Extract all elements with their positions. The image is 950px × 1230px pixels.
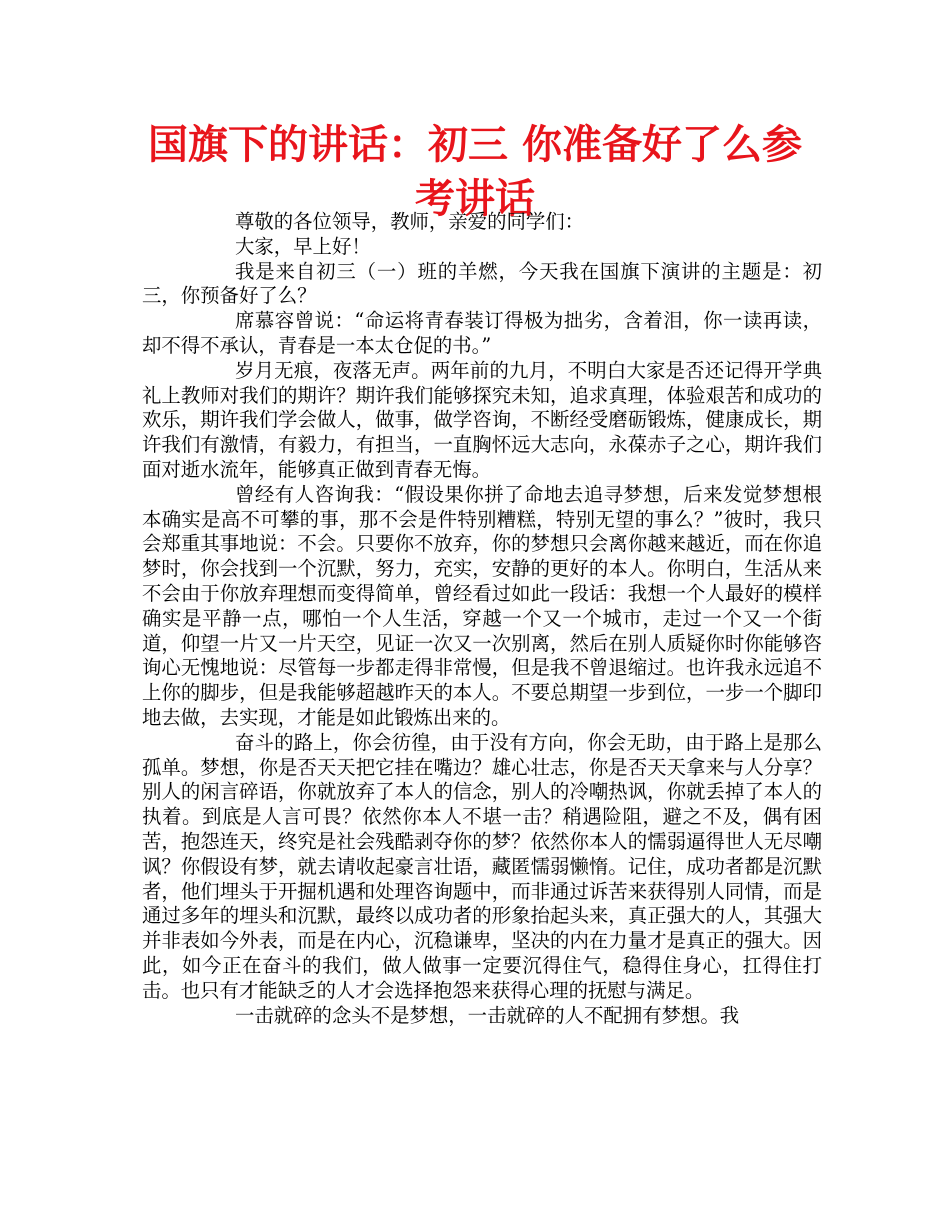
paragraph-closing: 一击就碎的念头不是梦想，一击就碎的人不配拥有梦想。我	[235, 1003, 740, 1027]
paragraph-intro: 我是来自初三（一）班的羊燃，今天我在国旗下演讲的主题是：初三，你预备好了么？	[142, 259, 822, 308]
document-body	[142, 210, 822, 1028]
document-title: 国旗下的讲话：初三 你准备好了么参考讲话	[148, 122, 802, 222]
paragraph-quote: 席慕容曾说：“命运将青春装订得极为拙劣，含着泪，你一读再读，却不得不承认，青春是一本太仓促的书。”	[142, 309, 822, 357]
paragraph-dream-question: 曾经有人咨询我：“假设果你拼了命地去追寻梦想，后来发觉梦想根本确实是高不可攀的事，那不会是件特别糟糕，特别无望的事么？”彼时，我只会郑重其事地说：不会。只要你不放弃，你的梦想只会离你越来越近，而在你追梦时，你会找到一个沉默，努力，充实，安静的更好的本人。你明白，生活从来不会由于你放弃理想而变得简单，曾经看过如此一段话：我想一个人最好的模样确实是平静一点，哪怕一个人生活，穿越一个又一个城市，走过一个又一个街道，仰望一片又一片天空，见证一次又一次别离，然后在别人质疑你时你能够咨询心无愧地说：尽管每一步都走得非常慢，但是我不曾退缩过。也许我永远追不上你的脚步，但是我能够超越昨天的本人。不要总期望一步到位，一步一个脚印地去做，去实现，才能是如此锻炼出来的。	[142, 482, 822, 729]
paragraph-greeting: 尊敬的各位领导，教师，亲爱的同学们：	[235, 210, 585, 233]
paragraph-years: 岁月无痕，夜落无声。两年前的九月，不明白大家是否还记得开学典礼上教师对我们的期许？期许我们能够探究未知，追求真理，体验艰苦和成功的欢乐，期许我们学会做人，做事，做学咨询，不断经受磨砺锻炼，健康成长，期许我们有激情，有毅力，有担当，一直胸怀远大志向，永葆赤子之心，期许我们面对逝水流年，能够真正做到青春无悔。	[142, 358, 822, 481]
paragraph-morning: 大家，早上好！	[235, 234, 371, 258]
paragraph-struggle: 奋斗的路上，你会彷徨，由于没有方向，你会无助，由于路上是那么孤单。梦想，你是否天天把它挂在嘴边？雄心壮志，你是否天天拿来与人分享？别人的闲言碎语，你就放弃了本人的信念，别人的冷嘲热讽，你就丢掉了本人的执着。到底是人言可畏？依然你本人不堪一击？稍遇险阻，避之不及，偶有困苦，抱怨连天，终究是社会残酷剥夺你的梦？依然你本人的懦弱逼得世人无尽嘲讽？你假设有梦，就去请收起豪言壮语，藏匿懦弱懒惰。记住，成功者都是沉默者，他们埋头于开掘机遇和处理咨询题中，而非通过诉苦来获得别人同情，而是通过多年的埋头和沉默，最终以成功者的形象抬起头来，真正强大的人，其强大并非表如今外表，而是在内心，沉稳谦卑，坚决的内在力量才是真正的强大。因此，如今正在奋斗的我们，做人做事一定要沉得住气，稳得住身心，扛得住打击。也只有才能缺乏的人才会选择抱怨来获得心理的抚慰与满足。	[142, 730, 822, 1002]
